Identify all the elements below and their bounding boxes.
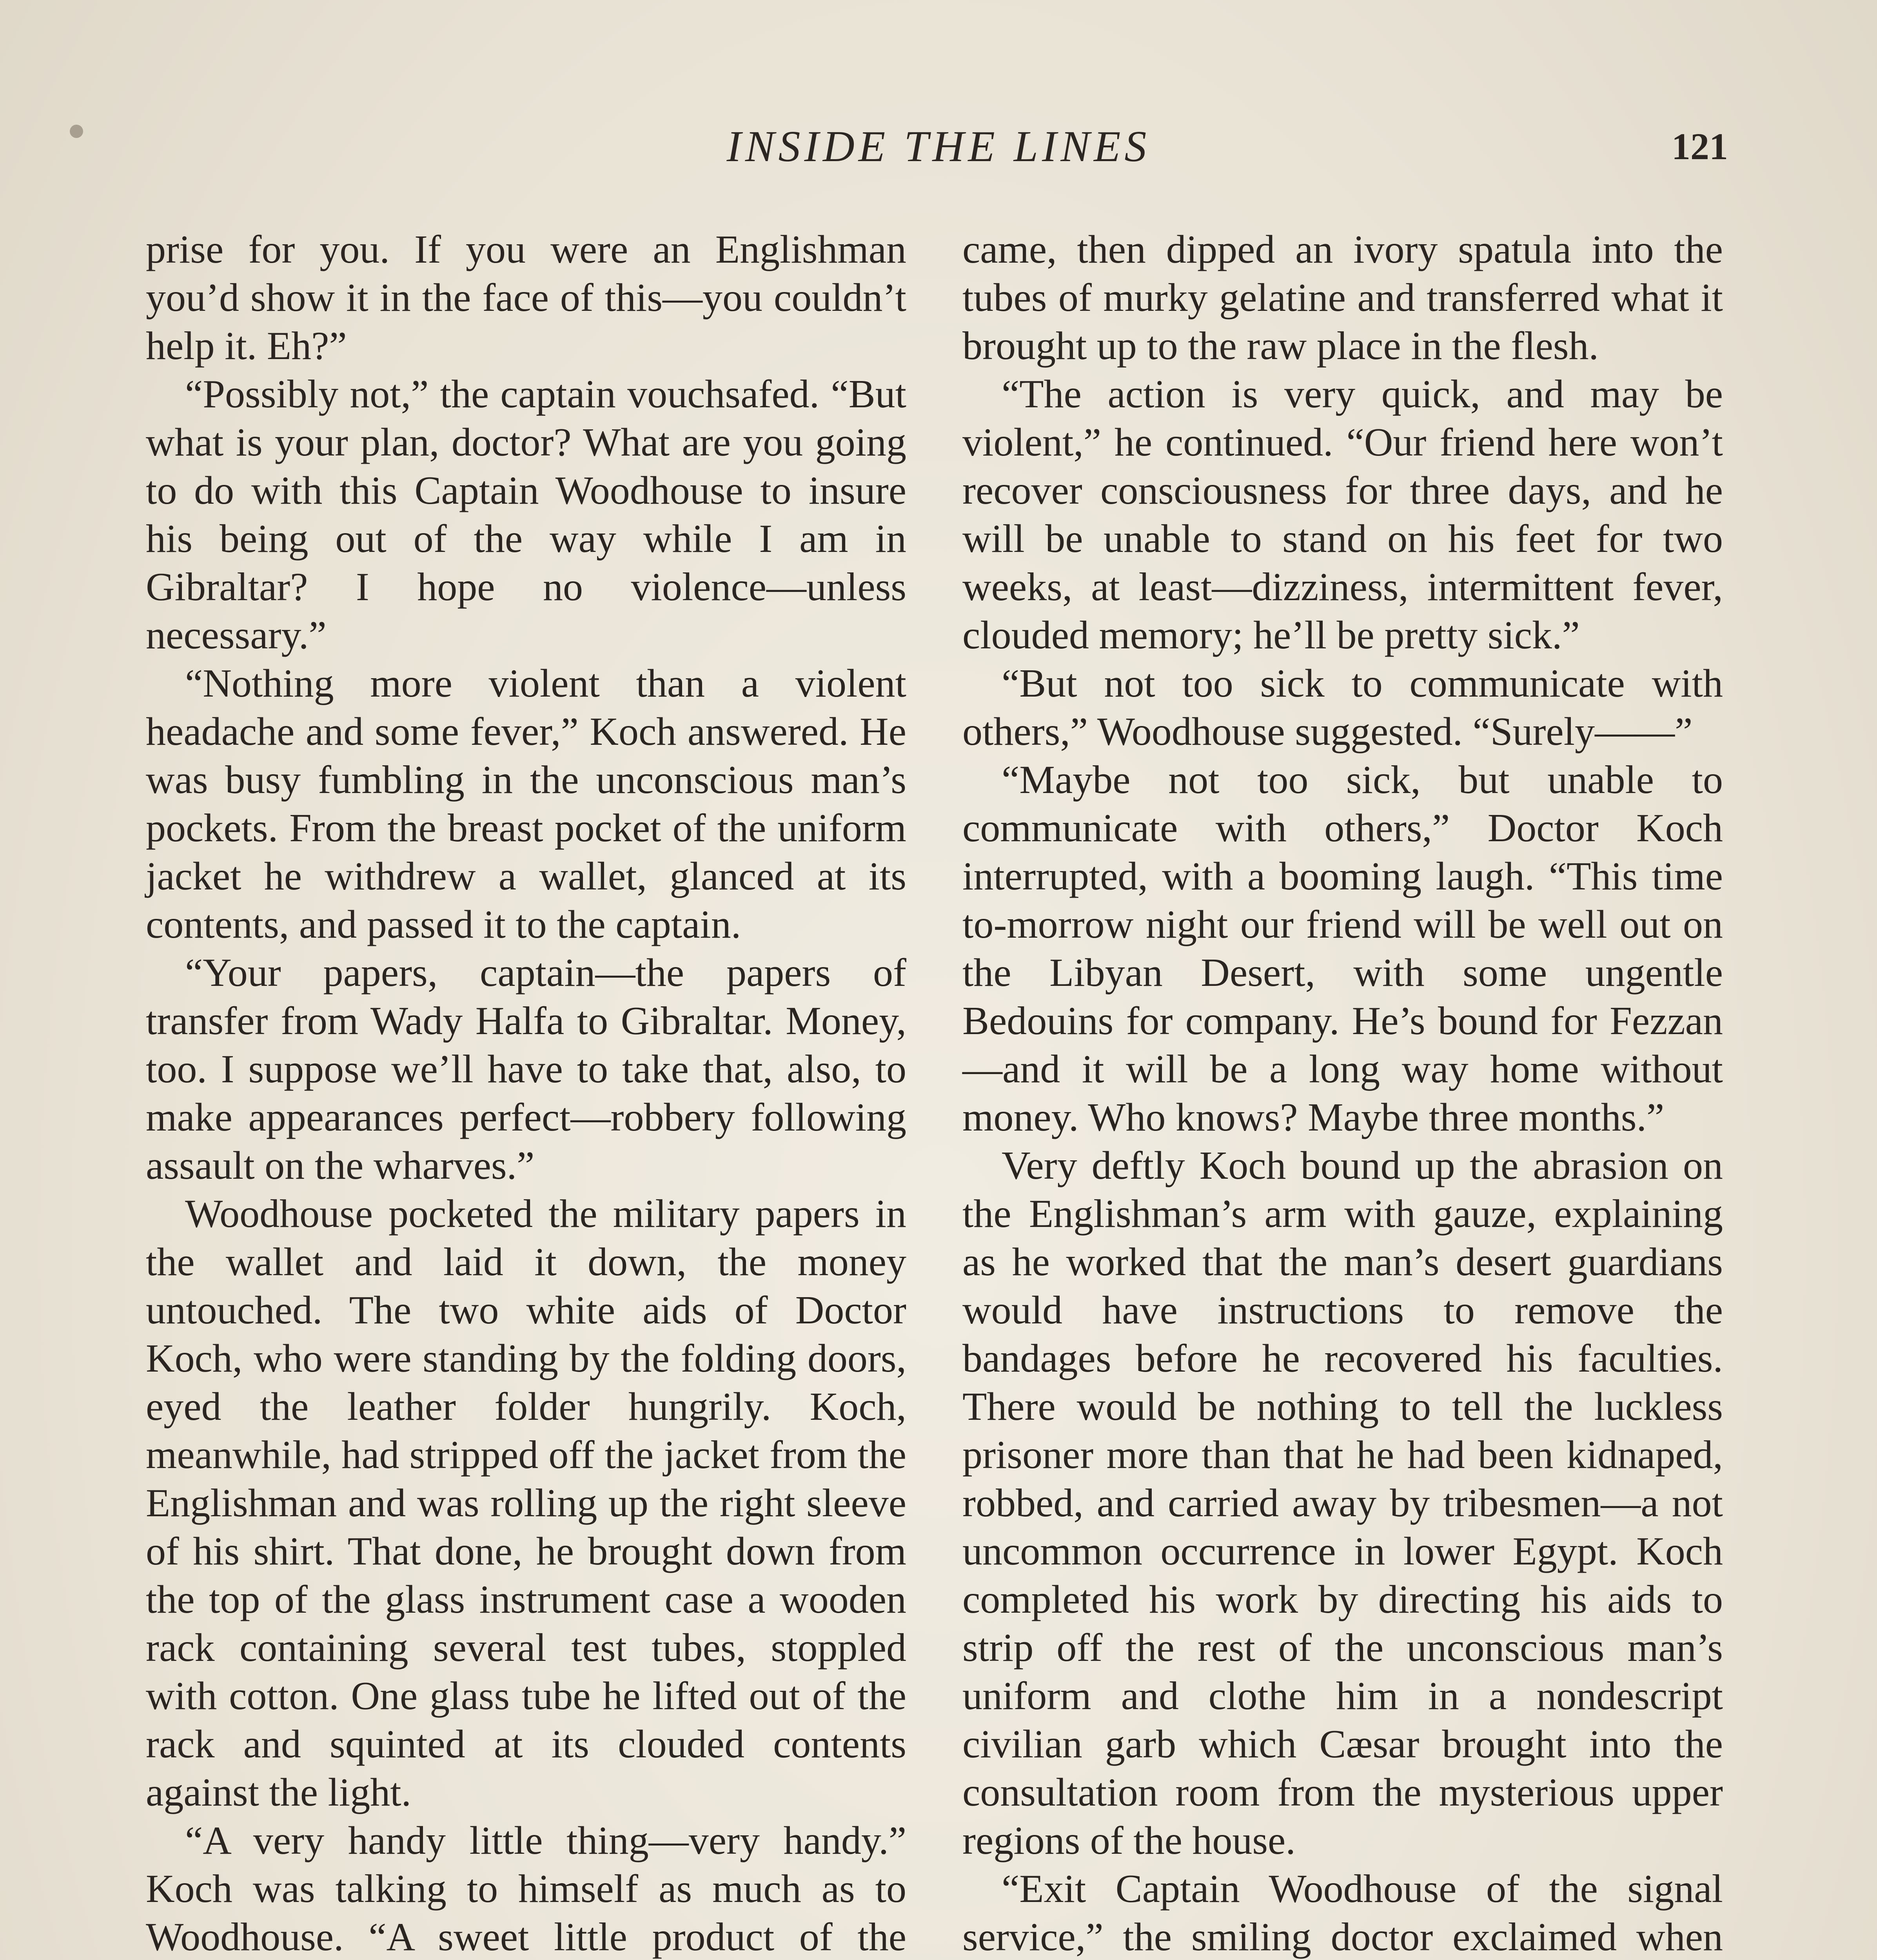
paragraph: “Nothing more violent than a violent headache and some fever,” Koch answered. He was busy fumbling in the unconscious man’s pockets. From the breast pocket of the uniform jacket he withdrew a wallet, glanced at its contents, and passed it to the captain. <box>146 661 906 947</box>
paragraph: “Possibly not,” the captain vouchsafed. “But what is your plan, doctor? What are you going to do with this Captain Woodhouse to insure his being out of the way while I am in Gibraltar? I hope no violence—unless necessary.” <box>146 372 906 657</box>
page-number: 121 <box>1672 125 1728 167</box>
left-column <box>146 225 906 1960</box>
paragraph: came, then dipped an ivory spatula into the tubes of murky gelatine and transferred what it brought up to the raw place in the flesh. <box>962 227 1723 368</box>
paragraph: prise for you. If you were an Englishman you’d show it in the face of this—you couldn’t help it. Eh?” <box>146 227 906 368</box>
running-title: INSIDE THE LINES <box>726 122 1151 171</box>
right-column <box>962 225 1723 1960</box>
paragraph: Very deftly Koch bound up the abrasion on the Englishman’s arm with gauze, explaining as he worked that the man’s desert guardians would have instructions to remove the bandages before he recovered his faculties. There would be nothing to tell the luckless prisoner more than that he had been kidnaped, robbed, and carried away by tribesmen—a not uncommon occurrence in lower Egypt. Koch completed his work by directing his aids to strip off the rest of the unconscious man’s uniform and clothe him in a nondescript civilian garb which Cæsar brought into the consultation room from the mysterious upper regions of the house. <box>962 1143 1723 1863</box>
paragraph: “The action is very quick, and may be violent,” he continued. “Our friend here won’t recover consciousness for three days, and he will be unable to stand on his feet for two weeks, at least—dizziness, intermittent fever, clouded memory; he’ll be pretty sick.” <box>962 372 1723 657</box>
paragraph: “A very handy little thing—very handy.” Koch was talking to himself as much as to Woodhouse. “A sweet little product of the <box>146 1818 906 1959</box>
paragraph: “But not too sick to communicate with others,” Woodhouse suggested. “Surely——” <box>962 661 1723 754</box>
paragraph: “Exit Captain Woodhouse of the signal service,” the smiling doctor exclaimed when <box>962 1867 1723 1959</box>
paragraph: “Your papers, captain—the papers of transfer from Wady Halfa to Gibraltar. Money, too. I suppose we’ll have to take that, also, to make appearances perfect—robbery following assault on the wharves.” <box>146 951 906 1188</box>
paragraph: “Maybe not too sick, but unable to communicate with others,” Doctor Koch interrupted, with a booming laugh. “This time to-morrow night our friend will be well out on the Libyan Desert, with some ungentle Bedouins for company. He’s bound for Fezzan—and it will be a long way home without money. Who knows? Maybe three months.” <box>962 758 1723 1140</box>
paragraph: Woodhouse pocketed the military papers in the wallet and laid it down, the money untouched. The two white aids of Doctor Koch, who were standing by the folding doors, eyed the leather folder hungrily. Koch, meanwhile, had stripped off the jacket from the Englishman and was rolling up the right sleeve of his shirt. That done, he brought down from the top of the glass instrument case a wooden rack containing several test tubes, stoppled with cotton. One glass tube he lifted out of the rack and squinted at its clouded contents against the light. <box>146 1192 906 1815</box>
page-header <box>0 122 1877 184</box>
